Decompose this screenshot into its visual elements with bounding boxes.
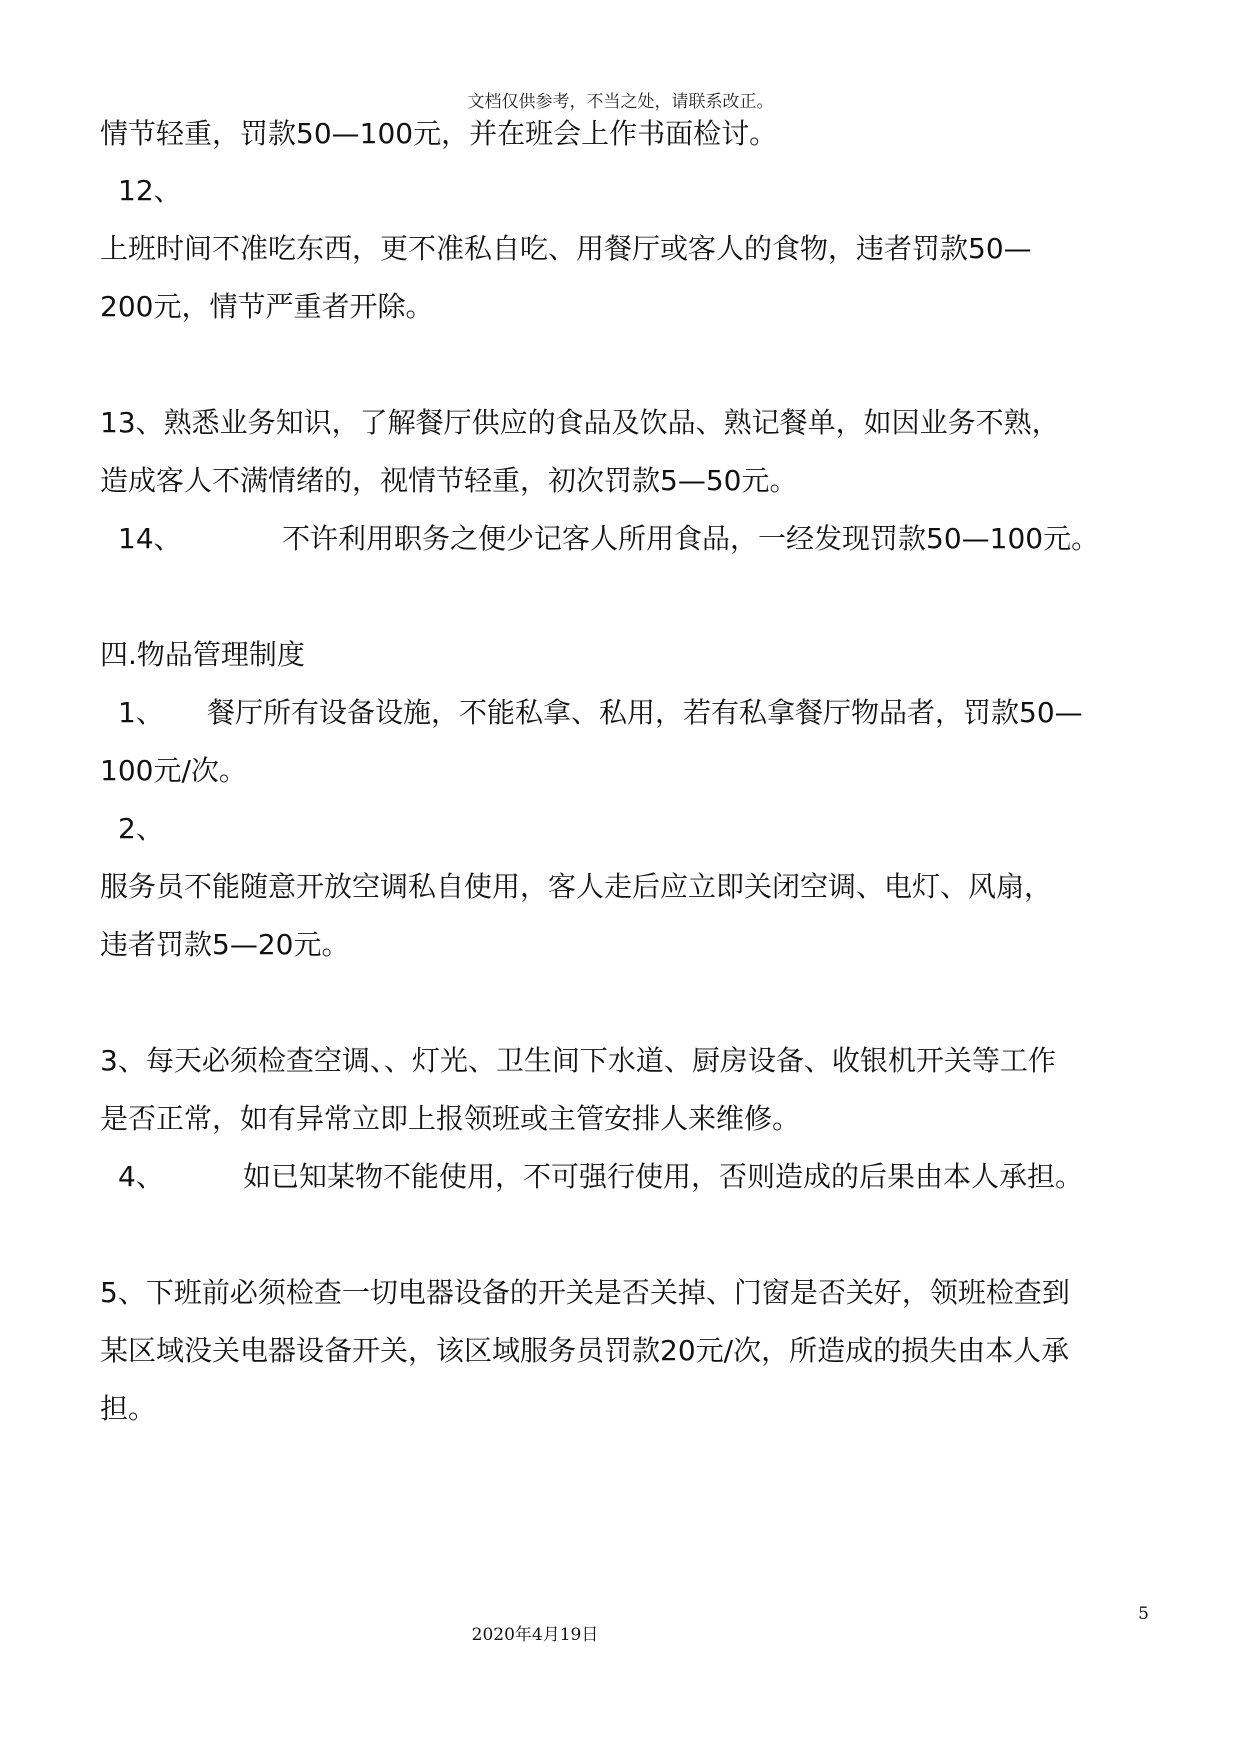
text-line-3: 上班时间不准吃东西，更不准私自吃、用餐厅或客人的食物，违者罚款50— (100, 232, 1032, 265)
page-number: 5 (1138, 1604, 1149, 1624)
footer-date: 2020年4月19日 (471, 1625, 599, 1645)
section-heading: 四.物品管理制度 (100, 638, 305, 671)
item-14-row (118, 521, 182, 557)
text-line-18: 某区域没关电器设备开关，该区域服务员罚款20元/次，所造成的损失由本人承 (100, 1334, 1070, 1367)
item-4-text: 如已知某物不能使用，不可强行使用，否则造成的后果由本人承担。 (243, 1160, 1084, 1193)
item-number-4: 4、 (118, 1160, 164, 1193)
text-line-13: 违者罚款5—20元。 (100, 928, 350, 961)
item-1-text: 餐厅所有设备设施，不能私拿、私用，若有私拿餐厅物品者，罚款50— (207, 696, 1083, 729)
item-number-12: 12、 (118, 174, 182, 207)
text-line-10: 100元/次。 (100, 754, 247, 787)
item-14-text: 不许利用职务之便少记客人所用食品，一经发现罚款50—100元。 (282, 522, 1100, 555)
header-note: 文档仅供参考，不当之处，请联系改正。 (467, 92, 774, 112)
text-line-12: 服务员不能随意开放空调私自使用，客人走后应立即关闭空调、电灯、风扇， (100, 870, 1053, 903)
item-number-14: 14、 (118, 522, 182, 555)
text-line-19: 担。 (100, 1392, 157, 1425)
text-line-17: 5、下班前必须检查一切电器设备的开关是否关掉、门窗是否关好，领班检查到 (100, 1276, 1070, 1309)
text-line-4: 200元，情节严重者开除。 (100, 290, 434, 323)
item-number-1: 1、 (118, 696, 164, 729)
text-line-14: 3、每天必须检查空调、、灯光、卫生间下水道、厨房设备、收银机开关等工作 (100, 1044, 1056, 1077)
text-line-15: 是否正常，如有异常立即上报领班或主管安排人来维修。 (100, 1102, 801, 1135)
text-line-1: 情节轻重，罚款50—100元，并在班会上作书面检讨。 (100, 117, 778, 150)
text-line-6: 造成客人不满情绪的，视情节轻重，初次罚款5—50元。 (100, 464, 798, 497)
item-number-2: 2、 (118, 812, 164, 845)
text-line-5: 13、熟悉业务知识，了解餐厅供应的食品及饮品、熟记餐单，如因业务不熟， (100, 406, 1060, 439)
